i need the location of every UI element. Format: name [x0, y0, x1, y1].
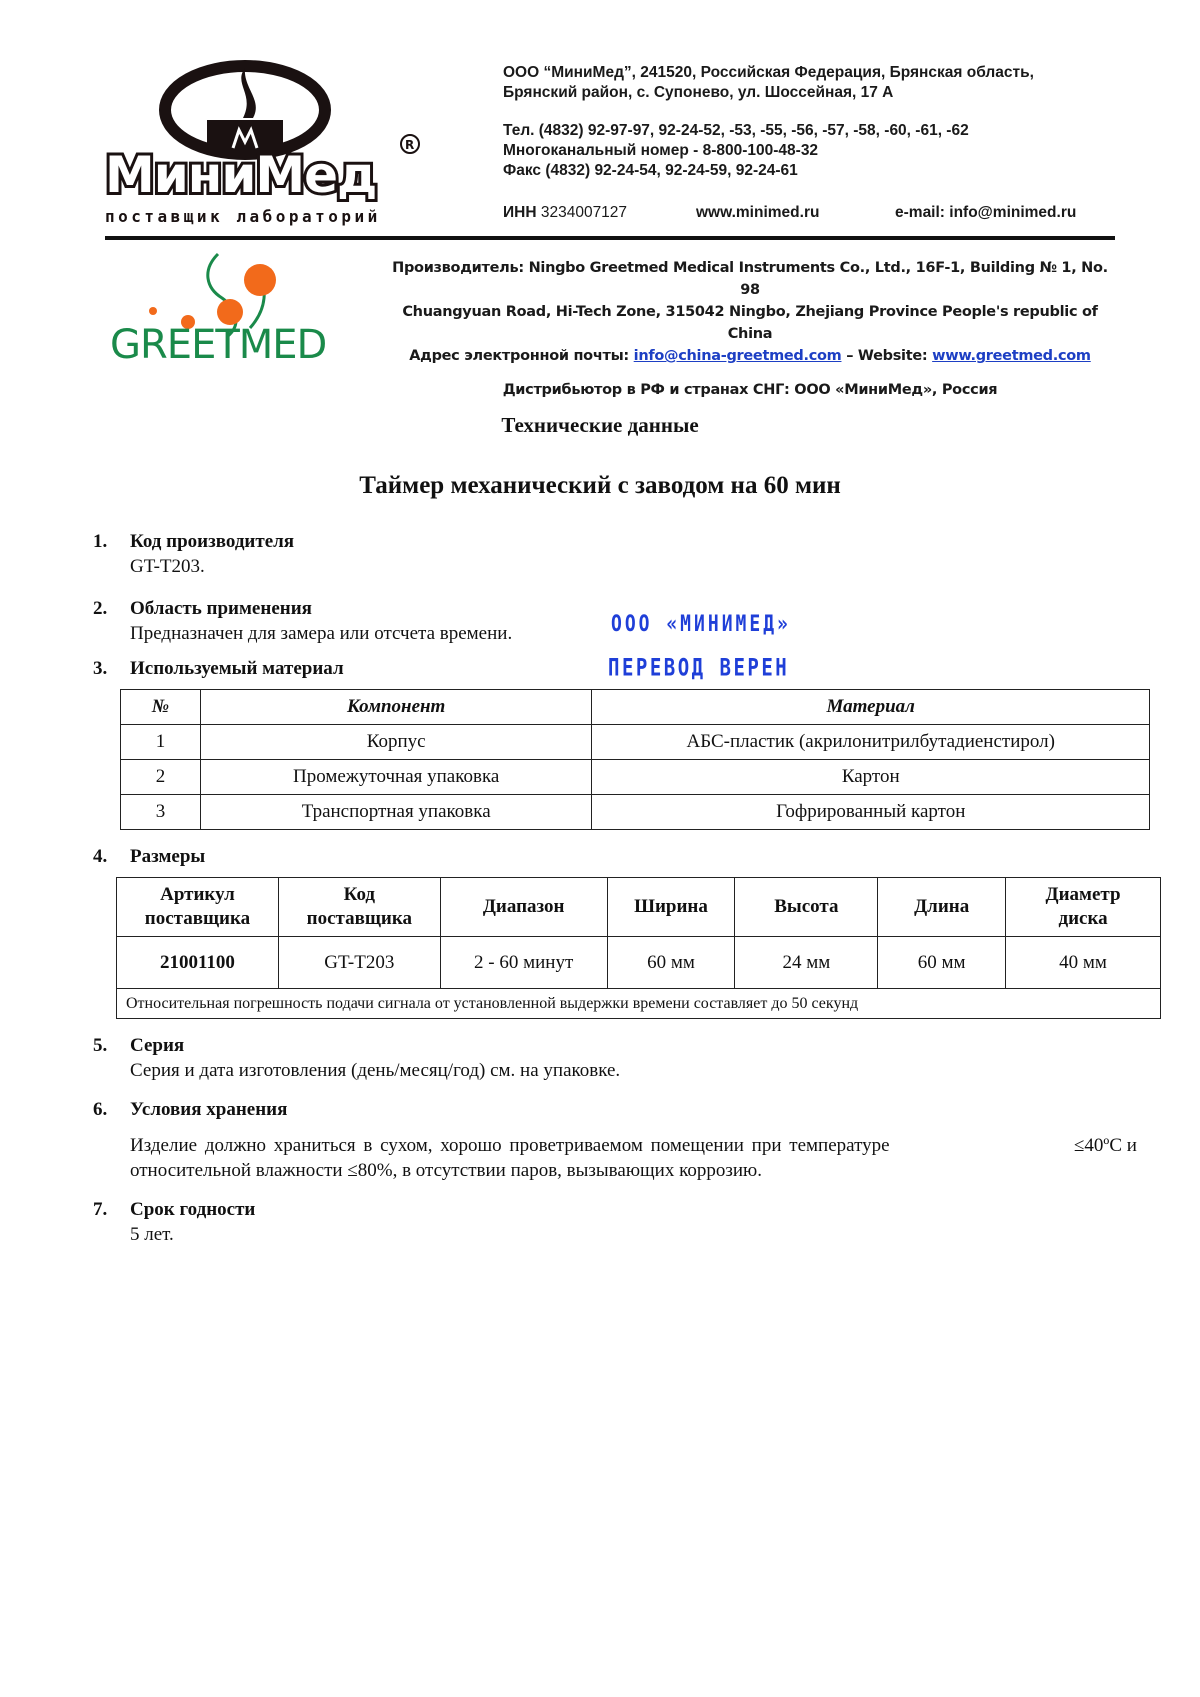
- inn-value: 3234007127: [540, 204, 628, 221]
- section-number: 4.: [93, 846, 108, 867]
- multichannel-line: Многоканальный номер - 8-800-100-48-32: [503, 142, 819, 159]
- svg-text:R: R: [405, 138, 415, 152]
- materials-table: [120, 689, 1150, 830]
- dimensions-table: [116, 877, 1161, 1019]
- section-heading: Область применения: [130, 598, 312, 619]
- minimed-emblem-icon: [105, 60, 435, 230]
- column-header-component: Компонент: [200, 690, 592, 725]
- greetmed-email-link[interactable]: info@china-greetmed.com: [633, 348, 842, 364]
- address-line-2: Брянский район, с. Супонево, ул. Шоссейная, 17 А: [503, 84, 894, 101]
- email-label: Адрес электронной почты:: [409, 348, 634, 364]
- cell-component: Транспортная упаковка: [200, 795, 592, 830]
- cell-component: Промежуточная упаковка: [200, 760, 592, 795]
- column-header-article: Артикул поставщика: [117, 878, 279, 937]
- cell-length: 60 мм: [878, 937, 1006, 989]
- section-heading: Серия: [130, 1035, 185, 1056]
- cell-article: 21001100: [117, 937, 279, 989]
- table-row: [121, 725, 1150, 760]
- section-heading: Размеры: [130, 846, 206, 867]
- column-header-material: Материал: [592, 690, 1150, 725]
- cell-width: 60 мм: [607, 937, 735, 989]
- section-body: Предназначен для замера или отсчета времени.: [130, 623, 513, 644]
- column-header-length: Длина: [878, 878, 1006, 937]
- section-body: 5 лет.: [130, 1224, 174, 1245]
- section-number: 3.: [93, 658, 108, 679]
- manufacturer-line-2: Chuangyuan Road, Hi-Tech Zone, 315042 Ningbo, Zhejiang Province People's republic of China: [402, 304, 1098, 342]
- greetmed-emblem-icon: [110, 250, 360, 370]
- translation-stamp-line-2: ПЕРЕВОД ВЕРЕН: [608, 654, 790, 682]
- cell-supplier-code: GT-T203: [278, 937, 440, 989]
- section-body-line-2: относительной влажности ≤80%, в отсутствии паров, вызывающих коррозию.: [130, 1160, 762, 1181]
- table-row: [121, 760, 1150, 795]
- section-body-line-1-tail: ≤40ºС и: [1074, 1135, 1137, 1156]
- cell-material: АБС-пластик (акрилонитрилбутадиенстирол): [592, 725, 1150, 760]
- section-body: GT-T203.: [130, 556, 205, 577]
- minimed-wordmark: МиниМед: [105, 146, 377, 204]
- section-heading: Используемый материал: [130, 658, 344, 679]
- inn-label: ИНН: [503, 204, 537, 221]
- table-header-row: [117, 878, 1161, 937]
- greetmed-website-link[interactable]: www.greetmed.com: [932, 348, 1091, 364]
- cell-number: 1: [121, 725, 201, 760]
- company-contacts: [503, 63, 1123, 181]
- section-number: 2.: [93, 598, 108, 619]
- column-header-range: Диапазон: [440, 878, 607, 937]
- cell-number: 2: [121, 760, 201, 795]
- minimed-tagline: поставщик лабораторий: [105, 207, 381, 226]
- column-header-number: №: [121, 690, 201, 725]
- section-body-line-1: Изделие должно храниться в сухом, хорошо проветриваемом помещении при температуре: [130, 1135, 890, 1156]
- section-number: 5.: [93, 1035, 108, 1056]
- column-header-disk-diameter: Диаметр диска: [1006, 878, 1161, 937]
- phone-line: Тел. (4832) 92-97-97, 92-24-52, -53, -55, -56, -57, -58, -60, -61, -62: [503, 122, 969, 139]
- cell-number: 3: [121, 795, 201, 830]
- section-number: 6.: [93, 1099, 108, 1120]
- section-heading: Условия хранения: [130, 1099, 288, 1120]
- minimed-website-link[interactable]: www.minimed.ru: [696, 204, 820, 221]
- fax-line: Факс (4832) 92-24-54, 92-24-59, 92-24-61: [503, 162, 798, 179]
- document-subtitle: Технические данные: [501, 413, 699, 437]
- address-line-1: ООО “МиниМед”, 241520, Российская Федерация, Брянская область,: [503, 64, 1034, 81]
- section-number: 7.: [93, 1199, 108, 1220]
- inn: [503, 204, 627, 222]
- accuracy-note: Относительная погрешность подачи сигнала от установленной выдержки времени составляет до 50 секунд: [117, 989, 1161, 1019]
- translation-stamp-line-1: ООО «МИНИМЕД»: [611, 611, 791, 638]
- distributor-line: Дистрибьютор в РФ и странах СНГ: ООО «МиниМед», Россия: [502, 382, 998, 398]
- manufacturer-info: [380, 257, 1120, 401]
- column-header-width: Ширина: [607, 878, 735, 937]
- table-header-row: [121, 690, 1150, 725]
- cell-material: Картон: [592, 760, 1150, 795]
- table-row: [117, 937, 1161, 989]
- website-label: – Website:: [841, 348, 933, 364]
- minimed-logo: [105, 60, 435, 230]
- greetmed-logo: [110, 250, 360, 370]
- column-header-supplier-code: Код поставщика: [278, 878, 440, 937]
- cell-component: Корпус: [200, 725, 592, 760]
- section-body: Серия и дата изготовления (день/месяц/год) см. на упаковке.: [130, 1060, 621, 1081]
- minimed-email-link[interactable]: e-mail: info@minimed.ru: [895, 204, 1077, 221]
- section-heading: Код производителя: [130, 531, 295, 552]
- header-divider: [105, 236, 1115, 240]
- column-header-height: Высота: [735, 878, 878, 937]
- greetmed-wordmark: GREETMED: [110, 322, 327, 368]
- cell-material: Гофрированный картон: [592, 795, 1150, 830]
- document-title: Таймер механический с заводом на 60 мин: [359, 472, 841, 499]
- manufacturer-line-1: Производитель: Ningbo Greetmed Medical Instruments Co., Ltd., 16F-1, Building № 1, No. 98: [392, 260, 1108, 298]
- cell-disk-diameter: 40 мм: [1006, 937, 1161, 989]
- section-heading: Срок годности: [130, 1199, 256, 1220]
- manufacturer-contacts: [380, 345, 1120, 367]
- cell-range: 2 - 60 минут: [440, 937, 607, 989]
- table-note-row: [117, 989, 1161, 1019]
- table-row: [121, 795, 1150, 830]
- section-number: 1.: [93, 531, 108, 552]
- cell-height: 24 мм: [735, 937, 878, 989]
